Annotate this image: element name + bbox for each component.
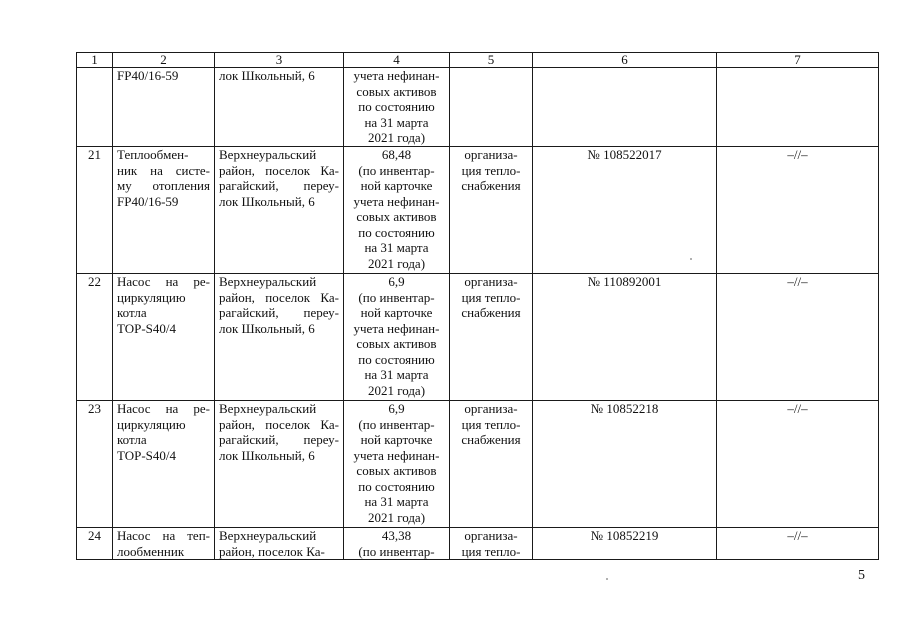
value-line: 43,38: [381, 528, 412, 543]
address-line: Верхнеуральский: [219, 401, 317, 416]
value-line: 6,9: [388, 401, 405, 416]
address-line: лок Школьный, 6: [219, 68, 315, 83]
value-line: учета нефинан-: [353, 320, 440, 336]
column-number-7: 7: [717, 53, 879, 68]
note-cell: –//–: [717, 528, 879, 560]
object-name-line: ник на систе-: [117, 162, 210, 178]
value-line: по состоянию: [358, 351, 435, 367]
value-line: совых активов: [356, 463, 437, 478]
object-name-line: FP40/16-59: [117, 193, 179, 209]
column-number-5: 5: [450, 53, 533, 68]
holder-line: снабжения: [461, 305, 521, 320]
value-line: учета нефинан-: [353, 447, 440, 463]
note-cell: –//–: [717, 274, 879, 401]
value-cell: [344, 68, 450, 147]
inventory-number-cell: № 108522017: [533, 147, 717, 274]
holder-line: организа-: [464, 401, 518, 416]
row-number-cell: 23: [77, 401, 113, 528]
table-body: [77, 53, 879, 560]
value-line: ной карточке: [360, 178, 433, 193]
inventory-number-cell: № 10852218: [533, 401, 717, 528]
value-cell: [344, 401, 450, 528]
table-row: [77, 401, 879, 528]
object-name-line: котла: [117, 305, 147, 320]
address-cell: [215, 274, 344, 401]
address-line: лок Школьный, 6: [219, 447, 315, 463]
address-line: район, поселок Ка-: [219, 162, 339, 178]
property-table: [76, 52, 879, 560]
value-cell: [344, 274, 450, 401]
object-name-line: Насос на теп-: [117, 528, 210, 543]
value-line: совых активов: [356, 209, 437, 224]
holder-line: снабжения: [461, 178, 521, 193]
column-number-2: 2: [113, 53, 215, 68]
value-line: ной карточке: [360, 432, 433, 447]
note-cell: –//–: [717, 147, 879, 274]
value-line: 2021 года): [367, 130, 426, 145]
note-cell: –//–: [717, 401, 879, 528]
holder-line: организа-: [464, 528, 518, 543]
holder-line: ция тепло-: [461, 543, 521, 559]
value-line: по состоянию: [358, 99, 435, 114]
table-row: [77, 147, 879, 274]
object-name-line: TOP-S40/4: [117, 320, 176, 336]
holder-cell: [450, 528, 533, 560]
inventory-number-cell: [533, 68, 717, 147]
object-name-line: Насос на ре-: [117, 401, 210, 416]
inventory-number-cell: № 10852219: [533, 528, 717, 560]
table-row: [77, 68, 879, 147]
address-line: Верхнеуральский: [219, 274, 317, 289]
address-cell: [215, 401, 344, 528]
note-cell: [717, 68, 879, 147]
value-line: по состоянию: [358, 478, 435, 494]
holder-line: организа-: [464, 147, 518, 162]
column-number-1: 1: [77, 53, 113, 68]
address-line: рагайский, переу-: [219, 432, 339, 447]
value-line: 2021 года): [367, 382, 426, 398]
table-row: [77, 528, 879, 560]
value-line: 2021 года): [367, 509, 426, 525]
object-name-line: FP40/16-59: [117, 68, 179, 83]
value-cell: [344, 528, 450, 560]
value-cell: [344, 147, 450, 274]
object-name-line: циркуляцию: [117, 416, 186, 432]
table-row: [77, 274, 879, 401]
row-number-cell: 22: [77, 274, 113, 401]
object-name-line: котла: [117, 432, 147, 447]
object-name-line: циркуляцию: [117, 289, 186, 305]
holder-line: ция тепло-: [461, 416, 521, 432]
value-line: учета нефинан-: [353, 193, 440, 209]
object-name-cell: [113, 68, 215, 147]
value-line: (по инвентар-: [358, 543, 435, 559]
object-name-line: Насос на ре-: [117, 274, 210, 289]
address-line: район, поселок Ка-: [219, 543, 325, 559]
holder-cell: [450, 68, 533, 147]
address-cell: [215, 147, 344, 274]
value-line: совых активов: [356, 83, 437, 99]
value-line: на 31 марта: [364, 114, 429, 130]
value-line: (по инвентар-: [358, 289, 435, 305]
holder-line: организа-: [464, 274, 518, 289]
value-line: (по инвентар-: [358, 162, 435, 178]
row-number-cell: 21: [77, 147, 113, 274]
page-number: 5: [858, 568, 865, 583]
value-line: на 31 марта: [364, 240, 429, 255]
address-line: лок Школьный, 6: [219, 193, 315, 209]
object-name-line: лообменник: [117, 543, 185, 559]
address-cell: [215, 68, 344, 147]
object-name-cell: [113, 528, 215, 560]
address-line: Верхнеуральский: [219, 528, 317, 543]
inventory-number-cell: № 110892001: [533, 274, 717, 401]
address-line: район, поселок Ка-: [219, 289, 339, 305]
value-line: учета нефинан-: [353, 68, 440, 83]
object-name-line: му отопления: [117, 178, 210, 193]
value-line: на 31 марта: [364, 494, 429, 509]
address-line: Верхнеуральский: [219, 147, 317, 162]
value-line: на 31 марта: [364, 367, 429, 382]
address-cell: [215, 528, 344, 560]
holder-line: ция тепло-: [461, 162, 521, 178]
object-name-line: Теплообмен-: [117, 147, 189, 162]
header-row: [77, 53, 879, 68]
holder-line: снабжения: [461, 432, 521, 447]
holder-cell: [450, 274, 533, 401]
address-line: район, поселок Ка-: [219, 416, 339, 432]
row-number-cell: 24: [77, 528, 113, 560]
object-name-line: TOP-S40/4: [117, 447, 176, 463]
address-line: рагайский, переу-: [219, 305, 339, 320]
scan-speck: [690, 258, 692, 260]
holder-cell: [450, 147, 533, 274]
holder-line: ция тепло-: [461, 289, 521, 305]
object-name-cell: [113, 147, 215, 274]
address-line: лок Школьный, 6: [219, 320, 315, 336]
value-line: (по инвентар-: [358, 416, 435, 432]
column-number-3: 3: [215, 53, 344, 68]
column-number-6: 6: [533, 53, 717, 68]
row-number-cell: [77, 68, 113, 147]
value-line: 2021 года): [367, 255, 426, 271]
object-name-cell: [113, 401, 215, 528]
holder-cell: [450, 401, 533, 528]
value-line: по состоянию: [358, 224, 435, 240]
object-name-cell: [113, 274, 215, 401]
value-line: ной карточке: [360, 305, 433, 320]
scan-speck: [606, 578, 608, 580]
address-line: рагайский, переу-: [219, 178, 339, 193]
value-line: 68,48: [381, 147, 412, 162]
value-line: совых активов: [356, 336, 437, 351]
column-number-4: 4: [344, 53, 450, 68]
value-line: 6,9: [388, 274, 405, 289]
